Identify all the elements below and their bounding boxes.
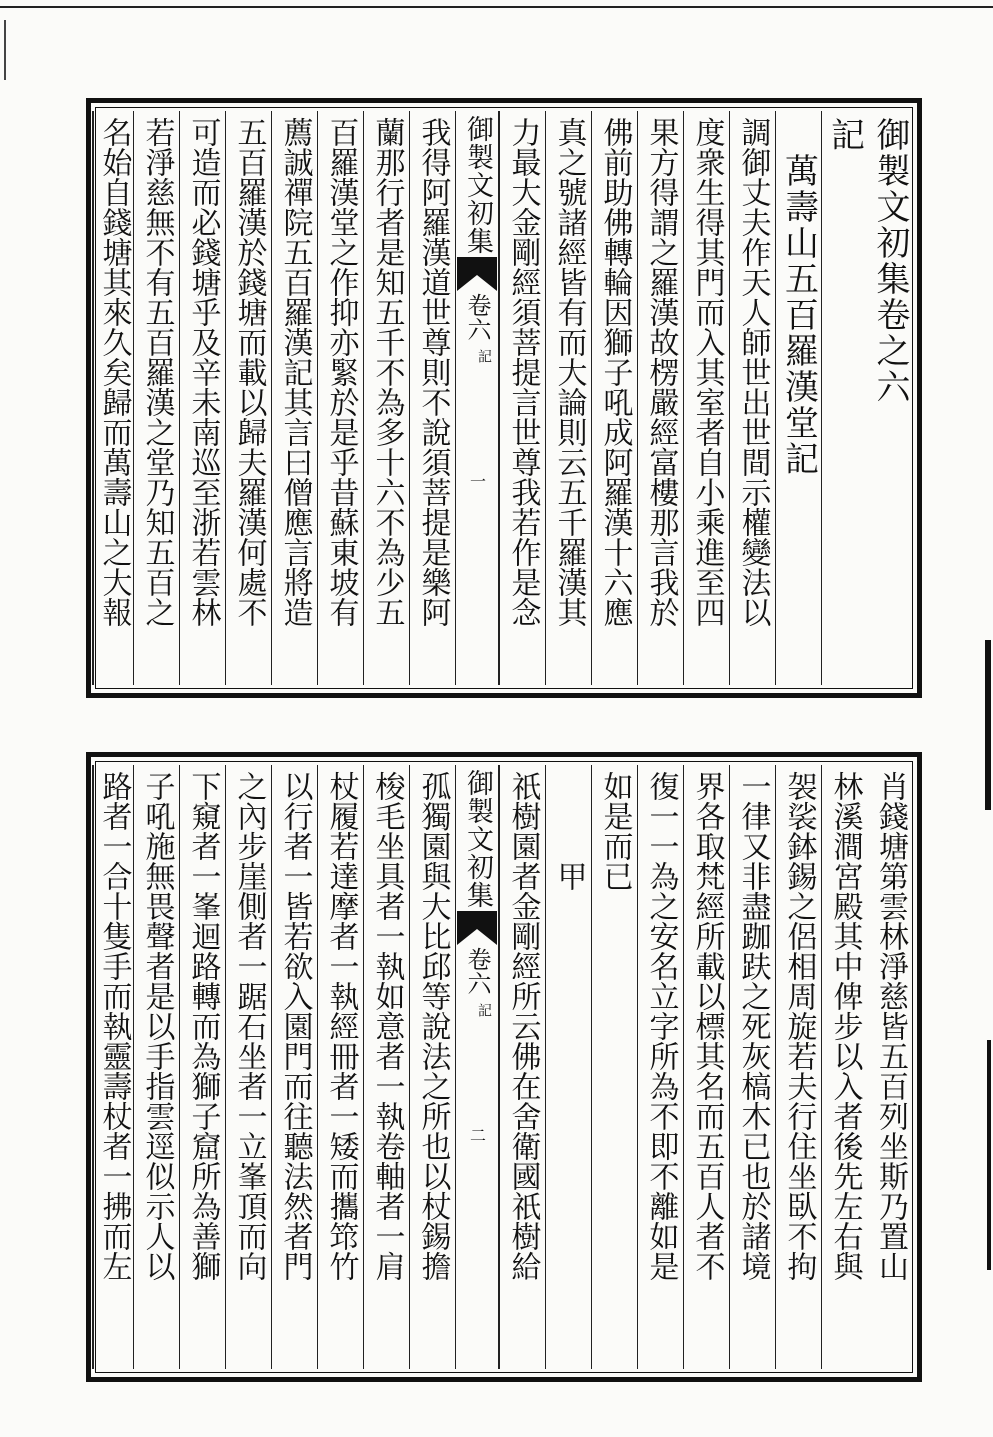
scan-right-mark xyxy=(985,640,991,810)
book-page-2 xyxy=(86,752,922,1382)
scan-top-edge xyxy=(0,6,993,8)
text-column xyxy=(92,111,93,685)
text-column: 路者一合十隻手而執靈壽杖者一拂而左 xyxy=(93,765,133,1369)
center-margin xyxy=(455,111,499,685)
text-column xyxy=(92,765,93,1369)
text-column: 御製文初集卷之六 xyxy=(870,117,910,405)
text-column: 度衆生得其門而入其室者自小乘進至四 xyxy=(683,111,729,685)
text-column: 真之號諸經皆有而大論則云五千羅漢其 xyxy=(545,111,591,685)
text-column: 祇樹園者金剛經所云佛在舍衛國祇樹給 xyxy=(499,765,545,1369)
volume-label: 卷六 xyxy=(463,947,491,995)
scan-left-edge xyxy=(4,20,6,80)
text-column: 果方得謂之羅漢故楞嚴經富樓那言我於 xyxy=(637,111,683,685)
text-column: 若淨慈無不有五百羅漢之堂乃知五百之 xyxy=(133,111,179,685)
center-margin xyxy=(455,765,499,1369)
text-column: 調御丈夫作天人師世出世間示權變法以 xyxy=(729,111,775,685)
book-page-1 xyxy=(86,98,922,698)
text-column: 佛前助佛轉輪因獅子吼成阿羅漢十六應 xyxy=(591,111,637,685)
book-title: 御製文初集 xyxy=(462,115,493,255)
text-column: 力最大金剛經須菩提言世尊我若作是念 xyxy=(499,111,545,685)
text-column: 林溪澗宮殿其中俾步以入者後先左右與 xyxy=(821,765,867,1369)
text-column: 界各取梵經所載以標其名而五百人者不 xyxy=(683,765,729,1369)
text-column: 蘭那行者是知五千不為多十六不為少五 xyxy=(363,111,409,685)
book-title: 御製文初集 xyxy=(462,769,493,909)
scan-right-mark xyxy=(987,1040,991,1270)
text-column: 我得阿羅漢道世尊則不說須菩提是樂阿 xyxy=(409,111,455,685)
text-column: 袈裟鉢錫之侶相周旋若夫行住坐臥不拘 xyxy=(775,765,821,1369)
volume-label: 卷六 xyxy=(463,293,491,341)
text-column: 孤獨園與大比邱等說法之所也以杖錫擔 xyxy=(409,765,455,1369)
text-column: 復一一為之安名立字所為不即不離如是 xyxy=(637,765,683,1369)
text-column: 名始自錢塘其來久矣歸而萬壽山之大報 xyxy=(93,111,133,685)
text-column: 杖履若達摩者一執經冊者一矮而攜筇竹 xyxy=(317,765,363,1369)
text-column: 下窺者一峯迴路轉而為獅子窟所為善獅 xyxy=(179,765,225,1369)
text-column: 薦誠禪院五百羅漢記其言曰僧應言將造 xyxy=(271,111,317,685)
page-number: 二 xyxy=(467,1127,487,1143)
text-column: 子吼施無畏聲者是以手指雲逕似示人以 xyxy=(133,765,179,1369)
fishtail-mark-icon xyxy=(457,257,497,291)
page-number: 一 xyxy=(467,473,487,489)
text-column: 甲 xyxy=(545,765,591,1369)
fishtail-mark-icon xyxy=(457,911,497,945)
category-label: 記 xyxy=(476,1003,492,1017)
text-column: 一律又非盡跏趺之死灰槁木已也於諸境 xyxy=(729,765,775,1369)
text-column: 可造而必錢塘乎及辛未南巡至浙若雲林 xyxy=(179,111,225,685)
text-column: 以行者一皆若欲入園門而往聽法然者門 xyxy=(271,765,317,1369)
text-column: 記 xyxy=(821,111,867,685)
text-column: 肖錢塘第雲林淨慈皆五百列坐斯乃置山 xyxy=(873,771,908,1281)
category-label: 記 xyxy=(476,349,492,363)
text-column: 如是而已 xyxy=(591,765,637,1369)
text-column: 百羅漢堂之作抑亦緊於是乎昔蘇東坡有 xyxy=(317,111,363,685)
text-column: 五百羅漢於錢塘而載以歸夫羅漢何處不 xyxy=(225,111,271,685)
text-column: 梭毛坐具者一執如意者一執卷軸者一肩 xyxy=(363,765,409,1369)
text-column: 萬壽山五百羅漢堂記 xyxy=(775,111,821,685)
text-column: 之內步崖側者一踞石坐者一立峯頂而向 xyxy=(225,765,271,1369)
